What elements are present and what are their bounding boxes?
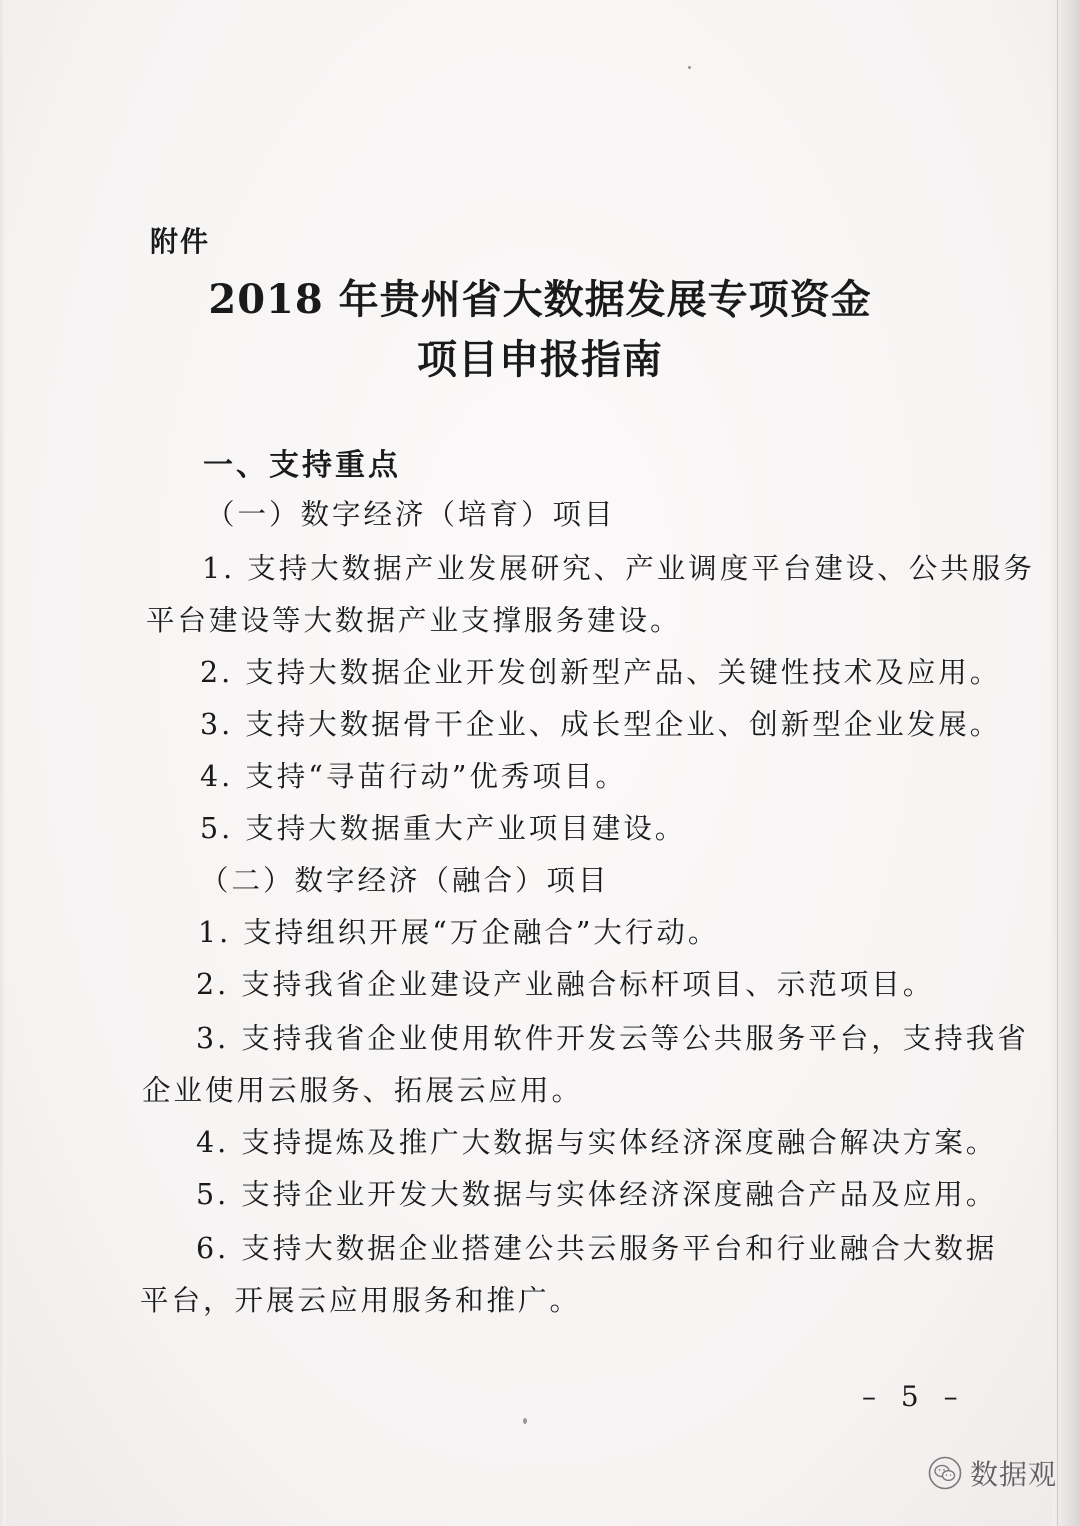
document-title-line-2: 项目申报指南	[417, 336, 663, 383]
body-line: 2. 支持我省企业建设产业融合标杆项目、示范项目。	[196, 968, 935, 1001]
body-line: 6. 支持大数据企业搭建公共云服务平台和行业融合大数据	[196, 1232, 998, 1265]
body-line: 1. 支持大数据产业发展研究、产业调度平台建设、公共服务	[202, 552, 1035, 585]
attachment-label: 附件	[150, 225, 211, 258]
subsection-heading-2: （二）数字经济（融合）项目	[200, 864, 610, 897]
scan-speck	[688, 66, 691, 69]
body-line: 5. 支持大数据重大产业项目建设。	[200, 812, 687, 845]
body-line: 4. 支持“寻苗行动”优秀项目。	[200, 760, 627, 793]
wechat-icon	[928, 1456, 962, 1490]
document-title-line-1: 2018 年贵州省大数据发展专项资金	[208, 276, 872, 323]
subsection-heading-1: （一）数字经济（培育）项目	[206, 498, 616, 531]
wechat-watermark	[928, 1453, 1057, 1493]
page-number: – 5 –	[862, 1380, 966, 1413]
body-line: 5. 支持企业开发大数据与实体经济深度融合产品及应用。	[196, 1178, 998, 1211]
body-line: 平台建设等大数据产业支撑服务建设。	[146, 604, 682, 637]
body-line: 企业使用云服务、拓展云应用。	[142, 1074, 584, 1107]
section-heading: 一、支持重点	[203, 448, 401, 483]
page-left-edge	[0, 0, 6, 1526]
body-line: 2. 支持大数据企业开发创新型产品、关键性技术及应用。	[200, 656, 1002, 689]
body-line: 3. 支持大数据骨干企业、成长型企业、创新型企业发展。	[200, 708, 1002, 741]
body-line: 4. 支持提炼及推广大数据与实体经济深度融合解决方案。	[196, 1126, 998, 1159]
page-fold-line	[1057, 0, 1058, 1526]
watermark-text: 数据观	[970, 1458, 1058, 1491]
body-line: 平台，开展云应用服务和推广。	[140, 1284, 582, 1317]
scan-speck	[523, 1418, 527, 1424]
body-line: 3. 支持我省企业使用软件开发云等公共服务平台，支持我省	[196, 1022, 1029, 1055]
body-line: 1. 支持组织开展“万企融合”大行动。	[198, 916, 720, 949]
